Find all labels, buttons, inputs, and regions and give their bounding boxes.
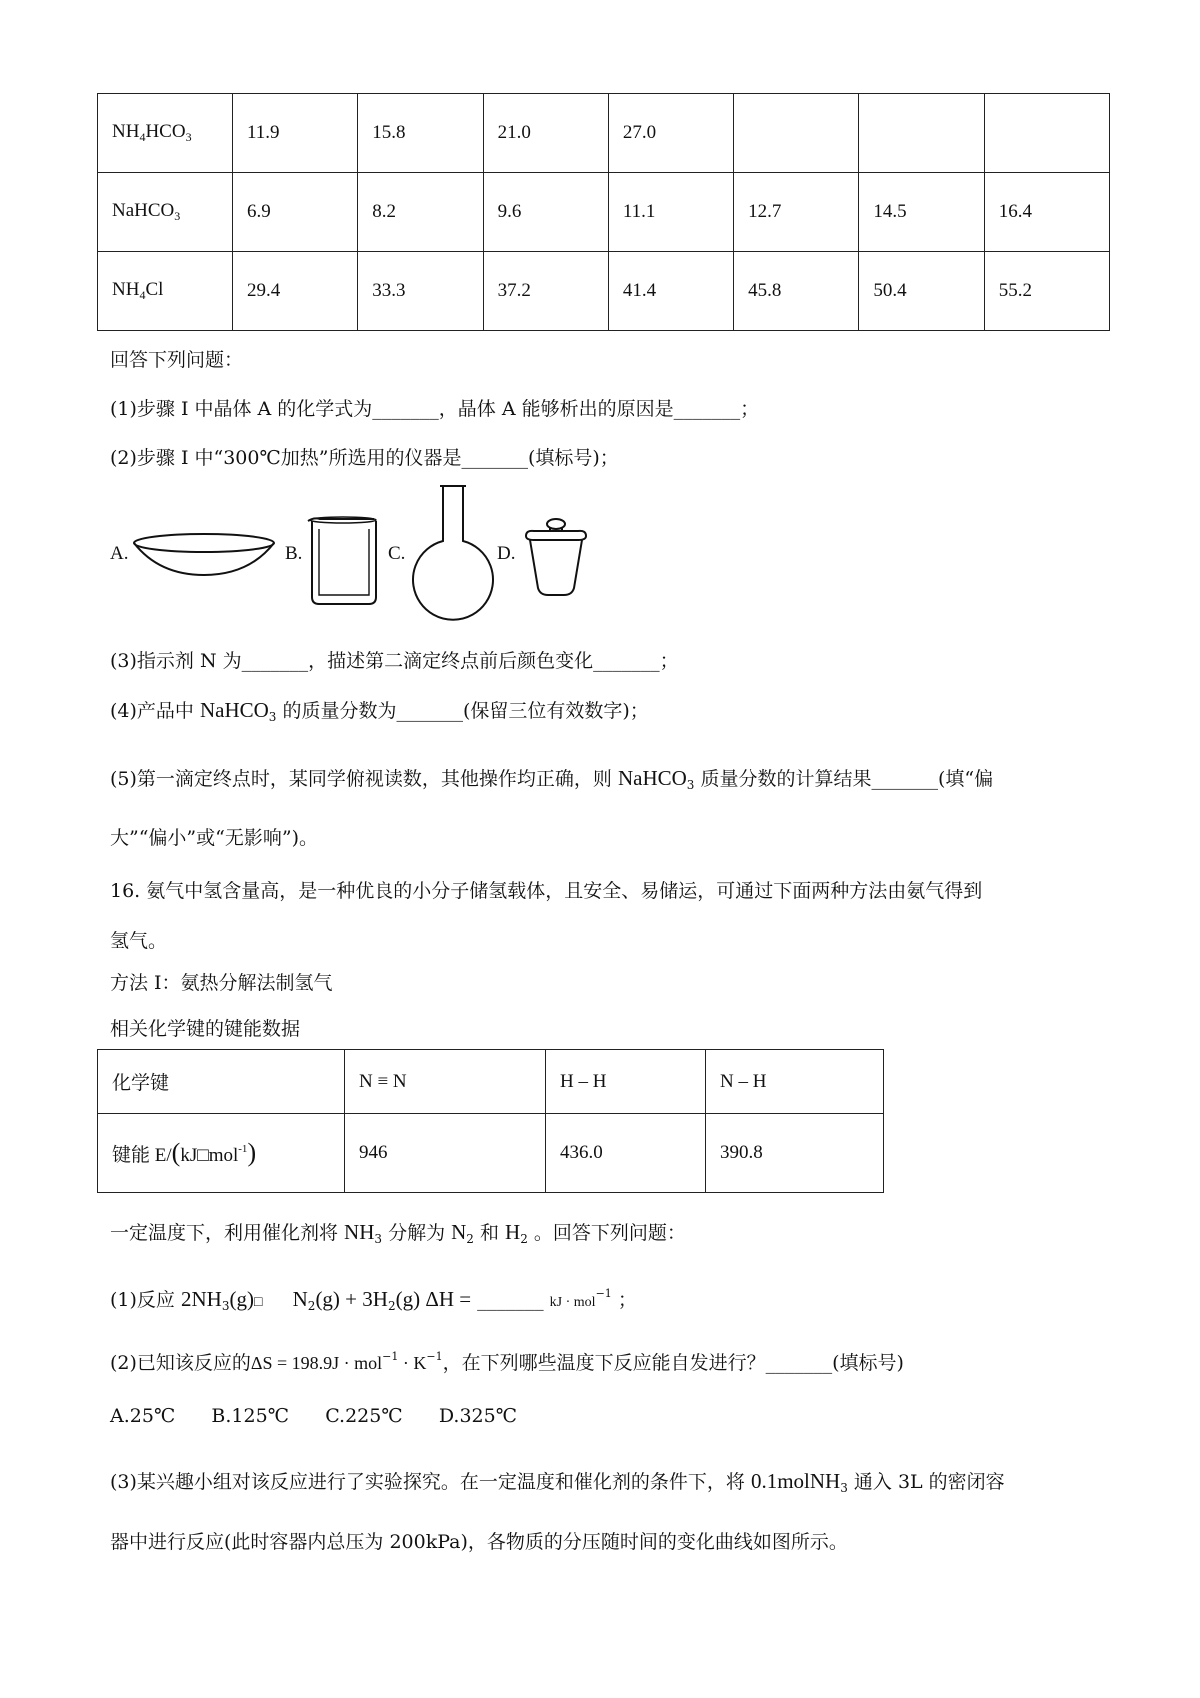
method-1-heading: 方法 I：氨热分解法制氢气 [110,972,333,994]
question-1: (1)步骤 I 中晶体 A 的化学式为_______，晶体 A 能够析出的原因是_______； [110,398,760,420]
solubility-value [734,94,859,173]
compound-name: NaHCO$_3$ [98,173,233,252]
solubility-value [984,94,1109,173]
bond-header: H – H [546,1050,706,1114]
temperature-options: A.25℃ B.125℃ C.225℃ D.325℃ [110,1405,517,1427]
bond-header: N ≡ N [345,1050,546,1114]
beaker-icon [304,515,382,608]
round-bottom-flask-icon [408,483,498,623]
solubility-table [97,93,1110,331]
solubility-value: 41.4 [608,252,733,331]
decomposition-intro: 一定温度下，利用催化剂将 $NH_3$ 分解为 $N_2$ 和 $H_2$ 。回答下列问题： [110,1220,686,1246]
table-row [98,252,1110,331]
reaction-question-3-cont: 器中进行反应(此时容器内总压为 200kPa)，各物质的分压随时间的变化曲线如图所示。 [110,1531,848,1553]
option-c-label: C. [388,543,406,564]
crucible-icon [520,518,592,598]
solubility-value: 55.2 [984,252,1109,331]
solubility-value: 6.9 [233,173,358,252]
option-b-label: B. [285,543,303,564]
evaporating-dish-icon [129,530,279,580]
question-4: (4)产品中 NaHCO$_3$ 的质量分数为_______(保留三位有效数字)； [110,698,649,724]
solubility-value: 21.0 [483,94,608,173]
solubility-value: 15.8 [358,94,483,173]
bond-energy-value: 436.0 [546,1114,706,1193]
solubility-value: 16.4 [984,173,1109,252]
bond-header: 化学键 [98,1050,345,1114]
solubility-value: 45.8 [734,252,859,331]
bond-header: N – H [706,1050,884,1114]
answer-intro: 回答下列问题： [110,349,244,371]
option-a-label: A. [110,543,129,564]
compound-name: $NH_4HCO_3$ [98,94,233,173]
reaction-question-1: (1)反应 $2NH_3(g)□$ $N_2(g) + 3H_2(g) \Delta H$ = _______ kJ · mol$^{-1}$ ； [110,1287,637,1313]
solubility-value: 11.9 [233,94,358,173]
bond-energy-value: 390.8 [706,1114,884,1193]
solubility-value: 29.4 [233,252,358,331]
bond-energy-label: 键能 E/(kJ□mol$^{-1}$) [98,1114,345,1193]
question-16-line1: 16. 氨气中氢含量高，是一种优良的小分子储氢载体，且安全、易储运，可通过下面两种方法由氨气得到 [110,880,983,902]
reaction-question-3: (3)某兴趣小组对该反应进行了实验探究。在一定温度和催化剂的条件下，将 0.1molNH$_3$ 通入 3L 的密闭容 [110,1469,1005,1495]
solubility-value: 27.0 [608,94,733,173]
table-row [98,173,1110,252]
bond-energy-table [97,1049,884,1193]
solubility-value: 12.7 [734,173,859,252]
table-row [98,94,1110,173]
question-16-line2: 氢气。 [110,930,168,952]
solubility-value [859,94,984,173]
solubility-value: 33.3 [358,252,483,331]
reaction-question-2: (2)已知该反应的$\Delta S = 198.9J \cdot mol^{-1} \cdot K^{-1}$，在下列哪些温度下反应能自发进行？_______(填标号) [110,1350,904,1374]
solubility-value: 14.5 [859,173,984,252]
solubility-value: 50.4 [859,252,984,331]
option-d-label: D. [497,543,516,564]
bond-energy-value: 946 [345,1114,546,1193]
solubility-value: 8.2 [358,173,483,252]
question-5: (5)第一滴定终点时，某同学俯视读数，其他操作均正确，则 NaHCO$_3$ 质量分数的计算结果_______(填“偏 [110,766,994,792]
compound-name: $NH_4Cl$ [98,252,233,331]
bond-energy-intro: 相关化学键的键能数据 [110,1018,301,1040]
question-3: (3)指示剂 N 为_______，描述第二滴定终点前后颜色变化_______； [110,650,679,672]
solubility-value: 37.2 [483,252,608,331]
question-5-cont: 大”“偏小”或“无影响”)。 [110,827,318,849]
question-2: (2)步骤 I 中“300℃加热”所选用的仪器是_______(填标号)； [110,447,619,469]
solubility-value: 9.6 [483,173,608,252]
solubility-value: 11.1 [608,173,733,252]
